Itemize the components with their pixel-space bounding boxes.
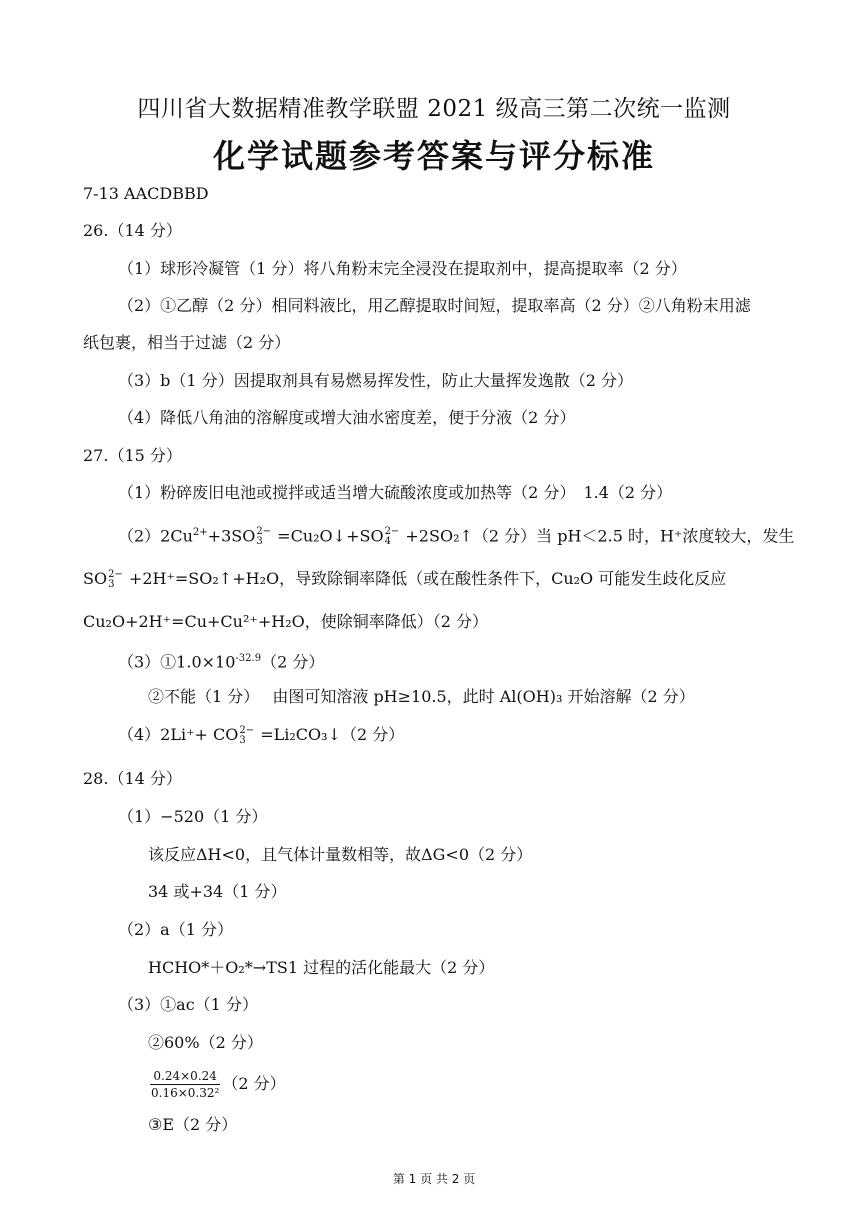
carbonate-ion-charge: 2− 3 [239,724,255,746]
q26-part4: （4）降低八角油的溶解度或增大油水密度差，便于分液（2 分） [118,408,576,427]
q28-part2-a: （2）a（1 分） [118,920,233,939]
sulfite-ion-charge: 2− 3 [256,525,272,547]
q26-part2-line1: （2）①乙醇（2 分）相同料液比，用乙醇提取时间短，提取率高（2 分）②八角粉末用滤 [118,296,751,315]
page-number: 第 1 页 共 2 页 [392,1172,476,1186]
q28-part1-c: 34 或+34（1 分） [148,882,287,901]
q26-part3: （3）b（1 分）因提取剂具有易燃易挥发性，防止大量挥发逸散（2 分） [118,371,633,390]
q27-part3-a: $(3)①1.0\times 10^{-32.9}(2$ 分） [118,652,325,672]
sulfite-ion-charge: 2− 3 [108,568,123,590]
q27-part2-line2: SO 2− 3 +2H⁺=SO₂↑+H₂O，导致除铜率降低（或在酸性条件下，Cu₂O 可能发生歧化反应 [83,568,727,590]
q27-heading: 27.（15 分） [83,446,182,465]
q27-part2-line3: Cu₂O+2H⁺=Cu+Cu²⁺+H₂O，使除铜率降低）（2 分） [83,612,488,631]
q28-part2-b: HCHO*＋O₂*→TS1 过程的活化能最大（2 分） [148,958,495,977]
q28-part3-b: ②60%（2 分） [148,1033,263,1052]
q28-heading: 28.（14 分） [83,769,182,788]
q28-part3-c: $\frac{0.24\times 0.24}{\text{0.16×0.32²}}$ （2 分） [148,1068,286,1101]
q27-part3-b: ②不能（1 分） 由图可知溶液 pH≥10.5，此时 Al(OH)₃ 开始溶解（2 分） [148,687,695,706]
q27-part4: （4）2Li⁺+ CO 2− 3 =Li₂CO₃↓（2 分） [118,724,405,746]
q28-part1-a: （1）−520（1 分） [118,807,268,826]
page-title: 化学试题参考答案与评分标准 [212,137,655,175]
q26-part2-line2: 纸包裹，相当于过滤（2 分） [83,333,291,352]
multiple-choice-answers: 7-13 AACDBBD [83,184,209,203]
q28-part3-a: （3）①ac（1 分） [118,995,258,1014]
q28-part3-d: ③E（2 分） [148,1115,238,1134]
exam-title: 四川省大数据精准教学联盟 2021 级高三第二次统一监测 [137,96,731,122]
q28-part1-b: 该反应ΔH<0，且气体计量数相等，故ΔG<0（2 分） [148,845,533,864]
q26-part1: （1）球形冷凝管（1 分）将八角粉末完全浸没在提取剂中，提高提取率（2 分） [118,259,687,278]
equilibrium-constant-fraction: $\frac{0.24\times 0.24}{\text{0.16×0.32²}}$ [151,1069,220,1100]
q27-part2-line1: $(2)2Cu^{2+}+3SO$ 2− 3 =Cu₂O↓+SO 2− 4 +2SO₂↑（2 分）当 pH＜2.5 时，H⁺浓度较大，发生 [118,525,795,547]
q27-part1: （1）粉碎废旧电池或搅拌或适当增大硫酸浓度或加热等（2 分） 1.4（2 分） [118,483,673,502]
q26-heading: 26.（14 分） [83,221,182,240]
sulfate-ion-charge: 2− 4 [384,525,400,547]
